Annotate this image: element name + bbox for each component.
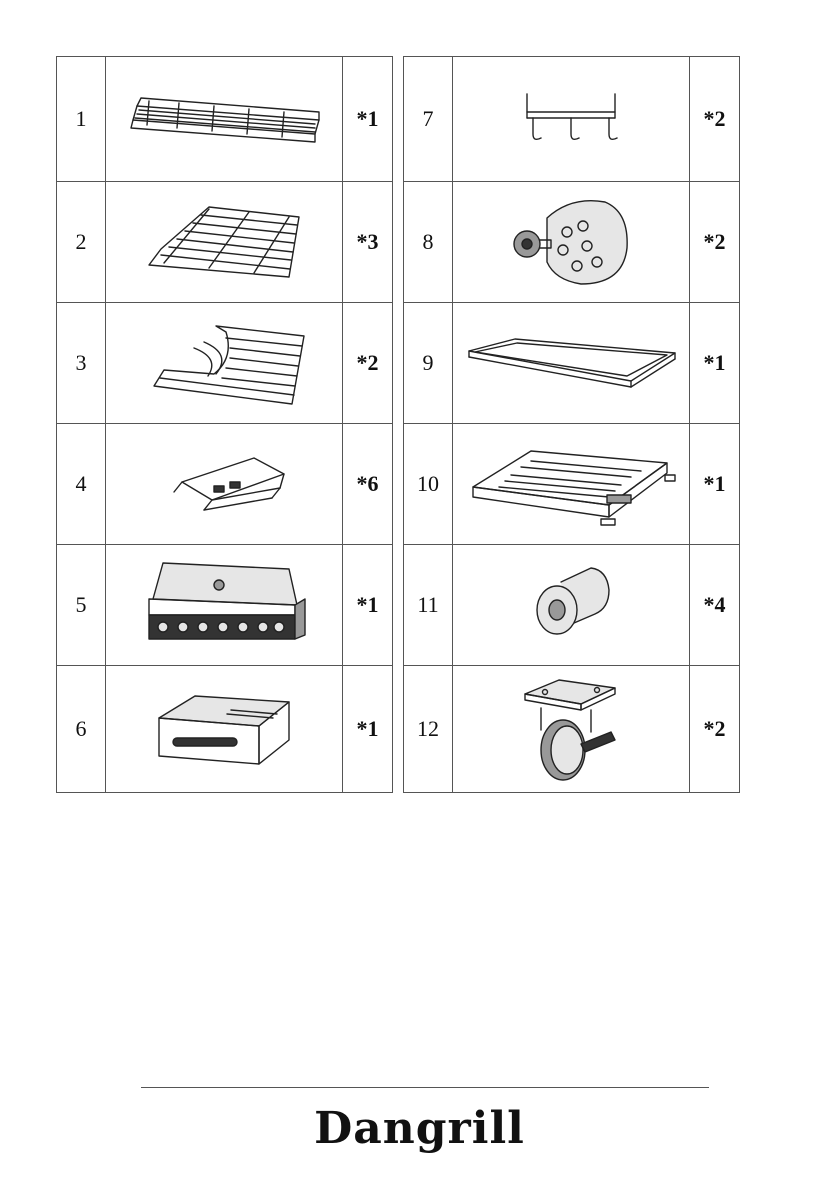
- spacer-sleeve-icon: [453, 545, 690, 666]
- part-number: 10: [404, 424, 453, 545]
- footer-divider: [141, 1087, 709, 1088]
- side-burner-icon: [106, 666, 343, 793]
- part-number: 9: [404, 303, 453, 424]
- tool-hook-icon: [453, 57, 690, 182]
- caster-wheel-icon: [453, 666, 690, 793]
- part-row: [404, 545, 740, 666]
- part-number: 5: [57, 545, 106, 666]
- part-quantity: *2: [690, 57, 740, 182]
- part-row: [57, 182, 393, 303]
- part-quantity: *3: [343, 182, 393, 303]
- brand-logo: Dangrill: [314, 1103, 525, 1154]
- part-quantity: *1: [343, 57, 393, 182]
- part-row: [57, 303, 393, 424]
- part-quantity: *1: [690, 424, 740, 545]
- cooking-grate-icon: [106, 182, 343, 303]
- part-row: [404, 57, 740, 182]
- part-quantity: *2: [343, 303, 393, 424]
- part-row: [404, 666, 740, 793]
- part-row: [57, 666, 393, 793]
- parts-table-right: [403, 56, 740, 793]
- flame-tamer-icon: [106, 424, 343, 545]
- part-number: 2: [57, 182, 106, 303]
- half-moon-grate-icon: [106, 303, 343, 424]
- part-row: [57, 57, 393, 182]
- part-quantity: *6: [343, 424, 393, 545]
- part-row: [404, 182, 740, 303]
- part-row: [57, 424, 393, 545]
- part-row: [404, 424, 740, 545]
- part-quantity: *2: [690, 182, 740, 303]
- grill-head-icon: [106, 545, 343, 666]
- side-burner-knob-icon: [453, 182, 690, 303]
- part-number: 3: [57, 303, 106, 424]
- part-quantity: *2: [690, 666, 740, 793]
- part-quantity: *4: [690, 545, 740, 666]
- parts-table-left: [56, 56, 393, 793]
- part-row: [57, 545, 393, 666]
- part-number: 8: [404, 182, 453, 303]
- grease-tray-icon: [453, 424, 690, 545]
- part-quantity: *1: [343, 545, 393, 666]
- part-number: 1: [57, 57, 106, 182]
- part-number: 4: [57, 424, 106, 545]
- part-quantity: *1: [690, 303, 740, 424]
- part-quantity: *1: [343, 666, 393, 793]
- part-number: 6: [57, 666, 106, 793]
- warming-rack-icon: [106, 57, 343, 182]
- part-number: 7: [404, 57, 453, 182]
- part-number: 12: [404, 666, 453, 793]
- part-row: [404, 303, 740, 424]
- part-number: 11: [404, 545, 453, 666]
- drip-tray-frame-icon: [453, 303, 690, 424]
